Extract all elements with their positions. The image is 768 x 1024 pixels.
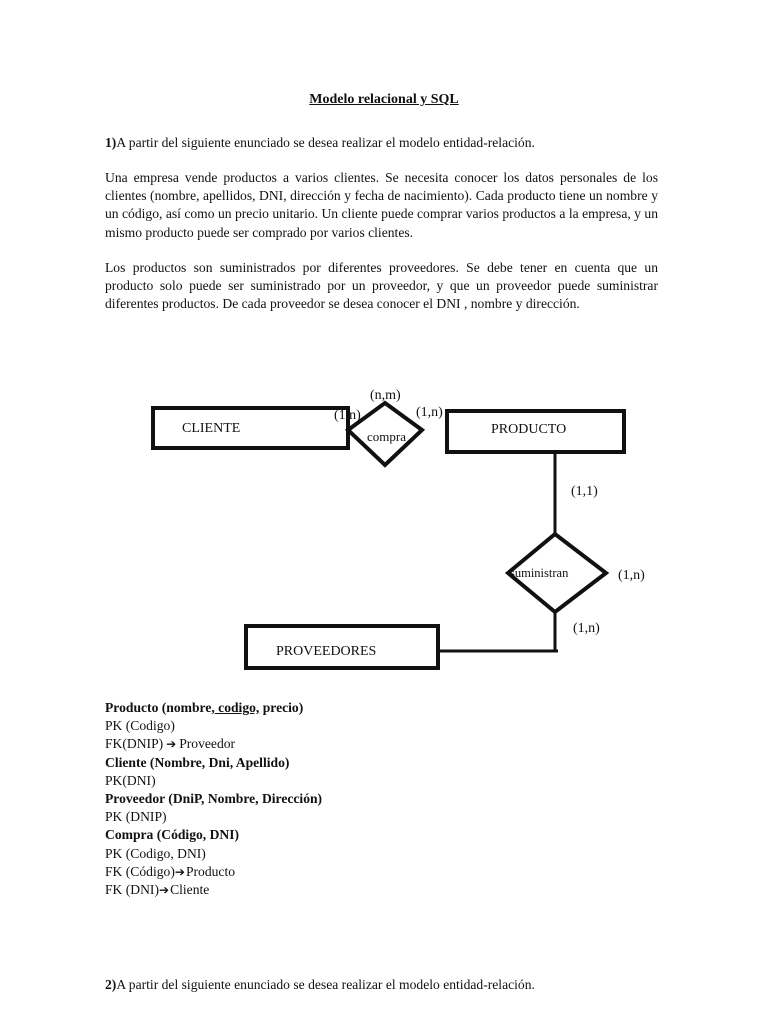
schema-producto-post: precio) — [259, 700, 304, 715]
schema-compra-fk1-pre: FK (Código) — [105, 863, 175, 879]
schema-compra-fk2 — [105, 881, 525, 899]
schema-producto-key: codigo, — [214, 700, 260, 715]
schema-compra-fk1 — [105, 863, 525, 881]
arrow-right-icon: ➔ — [166, 737, 177, 752]
schema-producto-fk — [105, 735, 525, 753]
card-suministran-rel: (1,n) — [618, 568, 645, 583]
schema-compra-heading: Compra (Código, DNI) — [105, 827, 240, 843]
schema-compra-fk2-post: Cliente — [170, 882, 210, 898]
paragraph-2: Los productos son suministrados por diferentes proveedores. Se debe tener en cuenta que un producto solo puede ser suministrado por un proveedor, y que un proveedor puede suministrar diferentes productos. De cada proveedor se desea conocer el DNI , nombre y dirección. — [105, 260, 658, 312]
question-1 — [105, 134, 658, 152]
card-cliente-side: (1,n) — [334, 408, 361, 423]
question-1-text: A partir del siguiente enunciado se desea realizar el modelo entidad-relación. — [116, 135, 535, 150]
relational-schema — [105, 699, 525, 899]
relation-suministran-label: suministran — [510, 566, 569, 580]
er-diagram — [140, 380, 660, 680]
card-producto-side: (1,n) — [416, 405, 443, 420]
schema-cliente-heading: Cliente (Nombre, Dni, Apellido) — [105, 754, 290, 770]
question-2-number: 2) — [105, 977, 117, 992]
paragraph-1: Una empresa vende productos a varios clientes. Se necesita conocer los datos personales de los clientes (nombre, apellidos, DNI, dirección y fecha de nacimiento). Cada producto tiene un nombre y un código, así como un precio unitario. Un cliente puede comprar varios productos a la empresa, y un mismo producto puede ser comprado por varios clientes. — [105, 170, 658, 240]
schema-producto-fk-pre: FK(DNIP) — [105, 736, 164, 752]
entity-cliente-label: CLIENTE — [182, 421, 241, 436]
relation-compra-label: compra — [367, 429, 406, 444]
schema-cliente-pk: PK(DNI) — [105, 772, 156, 788]
question-1-number: 1) — [105, 135, 117, 150]
schema-producto-pre: Producto (nombre, — [105, 700, 215, 715]
schema-compra-fk1-post: Producto — [185, 863, 236, 879]
schema-producto-pk: PK (Codigo) — [105, 718, 175, 734]
schema-compra-fk2-pre: FK (DNI) — [105, 882, 159, 898]
schema-producto-heading — [105, 699, 525, 717]
page-title — [0, 92, 768, 108]
schema-producto-fk-post: Proveedor — [179, 736, 236, 752]
schema-proveedor-pk: PK (DNIP) — [105, 809, 167, 825]
title-text: Modelo relacional y SQL — [309, 92, 459, 107]
question-2 — [105, 976, 658, 994]
card-compra-nm: (n,m) — [370, 388, 401, 403]
arrow-right-icon: ➔ — [159, 883, 170, 898]
question-2-text: A partir del siguiente enunciado se desea realizar el modelo entidad-relación. — [116, 977, 535, 992]
card-proveedores-side: (1,n) — [573, 621, 600, 636]
schema-proveedor-heading: Proveedor (DniP, Nombre, Dirección) — [105, 791, 323, 807]
card-producto-sum: (1,1) — [571, 484, 598, 499]
entity-proveedores-label: PROVEEDORES — [276, 644, 377, 659]
arrow-right-icon: ➔ — [174, 864, 185, 879]
schema-compra-pk: PK (Codigo, DNI) — [105, 845, 206, 861]
entity-producto-label: PRODUCTO — [491, 422, 567, 437]
